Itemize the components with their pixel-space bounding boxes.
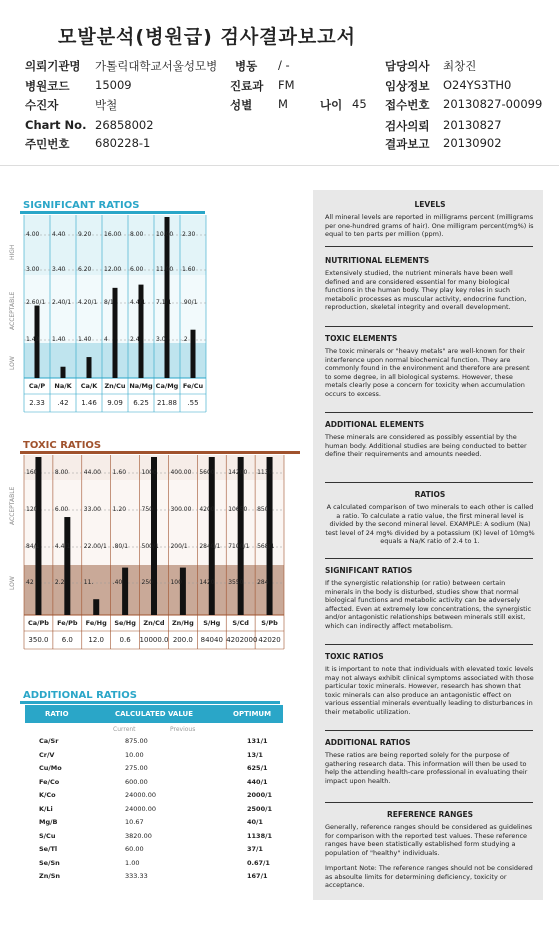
- table-row: [25, 764, 283, 777]
- axis-tick-label: 2.4: [130, 336, 140, 343]
- high-band-label: HIGH: [9, 244, 16, 260]
- axis-tick-label: 33.00: [83, 506, 101, 513]
- category-label: Fe/Pb: [57, 619, 78, 627]
- bar-ca-mg: [165, 217, 170, 378]
- hospital-code-value: 15009: [95, 78, 132, 92]
- ratio-name: K/Co: [39, 791, 56, 799]
- reference-heading: REFERENCE RANGES: [386, 810, 474, 819]
- divider: [325, 730, 533, 731]
- ratios-text: A calculated comparison of two minerals to each other is called a ratio. To calculate a ratio value, the first mineral level is divided by the second mineral level. EXAMPLE: A sodium (Na) test level of 24 mg% divided by a potassium (K) level of 10mg% equals a Na/K ratio of 2.4 to 1.: [325, 503, 535, 545]
- optimum-value: 2000/1: [247, 791, 272, 799]
- table-row: [25, 845, 283, 858]
- report-title: 모발분석(병원급) 검사결과보고서: [58, 26, 356, 48]
- additional-heading: ADDITIONAL ELEMENTS: [325, 420, 425, 429]
- bar-se-hg: [122, 568, 128, 615]
- value-label: 10000.0: [139, 636, 169, 644]
- reference-note: Important Note: The reference ranges should not be considered as absoulte limits for determining deficiency, toxicity or acceptance.: [325, 864, 533, 889]
- current-value: 1.00: [125, 858, 140, 867]
- optimum-value: 13/1: [247, 750, 263, 759]
- report-header: [0, 0, 559, 160]
- category-label: Zn/Cu: [104, 382, 126, 390]
- hospital-code-label: 병원코드: [25, 79, 70, 93]
- axis-tick-label: 8.00: [130, 231, 144, 238]
- axis-tick-label: 8.00: [54, 469, 69, 476]
- axis-tick-label: 850: [257, 506, 269, 513]
- table-row: [25, 751, 283, 764]
- axis-tick-label: 12.00: [104, 266, 122, 273]
- value-label: 2.33: [29, 399, 45, 407]
- report-date-label: 결과보고: [385, 137, 430, 151]
- optimum-value: 0.67/1: [247, 858, 270, 867]
- category-label: S/Cd: [232, 619, 249, 627]
- bar-s-cd: [238, 457, 244, 615]
- current-value: 600.00: [125, 777, 148, 786]
- axis-tick-label: 84/1: [26, 543, 40, 550]
- axis-tick-label: 6.20: [78, 266, 92, 273]
- value-label: 6.25: [133, 399, 149, 407]
- acceptable-band-label: ACCEPTABLE: [9, 291, 16, 330]
- low-band-label: LOW: [9, 356, 16, 370]
- axis-tick-label: 3.40: [52, 266, 66, 273]
- ratio-charts: [0, 175, 310, 685]
- ratio-name: Mg/B: [39, 818, 58, 826]
- chart-no-label: Chart No.: [25, 118, 87, 132]
- axis-tick-label: 3.00: [26, 266, 40, 273]
- divider: [325, 558, 533, 559]
- table-row: [25, 791, 283, 804]
- axis-tick-label: 2.30: [182, 231, 196, 238]
- axis-tick-label: 100: [170, 579, 182, 586]
- axis-tick-label: 11.: [83, 579, 94, 586]
- axis-tick-label: 14200: [228, 469, 248, 476]
- current-value: 24000.00: [125, 791, 157, 799]
- ratio-name: Se/Sn: [39, 858, 60, 867]
- axis-tick-label: .80/1: [112, 543, 129, 550]
- bar-ca-k: [87, 357, 92, 378]
- axis-tick-label: 1.20: [112, 506, 127, 513]
- current-value: 24000.00: [125, 804, 157, 813]
- axis-tick-label: 1.40: [52, 336, 66, 343]
- optimum-value: 167/1: [247, 872, 268, 880]
- nutritional-text: Extensively studied, the nutrient minerals have been well defined and are considered essential for many biological functions in the human body. They play key roles in such metabolic processes as muscular activity, endocrine function, reproduction, skeletal integrity and overall development.: [325, 269, 527, 311]
- value-label: 1.46: [81, 399, 97, 407]
- axis-tick-label: 22.00/1: [83, 543, 107, 550]
- value-label: .55: [187, 399, 199, 407]
- patient-value: 박철: [95, 98, 118, 112]
- bar-zn-cd: [151, 457, 157, 615]
- divider: [325, 802, 533, 803]
- ratio-name: Fe/Co: [39, 777, 60, 786]
- axis-tick-label: 16.00: [104, 231, 122, 238]
- id-no-value: 680228-1: [95, 136, 151, 150]
- axis-tick-label: 4.20/1: [78, 299, 98, 306]
- optimum-value: 131/1: [247, 737, 268, 745]
- axis-tick-label: 42: [26, 579, 34, 586]
- client-label: 의뢰기관명: [25, 59, 81, 73]
- axis-tick-label: 2.40/1: [52, 299, 72, 306]
- axis-tick-label: 160: [26, 469, 38, 476]
- category-label: Ca/Mg: [155, 382, 179, 390]
- axis-tick-label: 3.0: [156, 336, 166, 343]
- category-label: Na/Mg: [129, 382, 153, 390]
- axis-tick-label: 1000: [141, 469, 157, 476]
- axis-tick-label: 250: [141, 579, 153, 586]
- ratios-heading: RATIOS: [414, 490, 446, 499]
- axis-tick-label: 1.60: [182, 266, 196, 273]
- axis-tick-label: 3550: [228, 579, 244, 586]
- ward-label: 병동: [235, 59, 258, 73]
- optimum-value: 2500/1: [247, 804, 272, 813]
- axis-tick-label: 1.60: [112, 469, 127, 476]
- value-label: 9.09: [107, 399, 123, 407]
- axis-tick-label: 2.2: [54, 579, 65, 586]
- age-value: 45: [352, 97, 367, 111]
- optimum-value: 1138/1: [247, 831, 272, 840]
- value-label: 84040: [200, 636, 223, 644]
- ratio-name: Cu/Mo: [39, 764, 62, 772]
- divider: [325, 644, 533, 645]
- current-value: 333.33: [125, 872, 148, 880]
- toxic-ratios-text: It is important to note that individuals with elevated toxic levels may not always exhibit clinical symptoms associated with those particular toxic minerals. However, research has shown that toxic minerals can also produce an antagonistic effect on various essential minerals eventually leading to disturbances in their metabolic utilization.: [325, 665, 534, 716]
- axis-tick-label: 300.00: [170, 506, 192, 513]
- nutritional-heading: NUTRITIONAL ELEMENTS: [325, 256, 430, 265]
- request-date-value: 20130827: [443, 118, 502, 132]
- table-row: [25, 832, 283, 845]
- ratio-name: Se/Tl: [39, 845, 58, 853]
- sex-value: M: [278, 97, 288, 111]
- optimum-value: 37/1: [247, 845, 263, 853]
- category-label: Na/K: [54, 382, 72, 390]
- current-subheader: Current: [113, 726, 136, 733]
- ratios-panel: [0, 175, 310, 915]
- value-label: 42020: [258, 636, 281, 644]
- axis-tick-label: 4200: [199, 506, 215, 513]
- bar-ca-pb: [35, 457, 41, 615]
- axis-tick-label: 750: [141, 506, 153, 513]
- axis-tick-label: 4: [104, 336, 108, 343]
- report-date-value: 20130902: [443, 136, 502, 150]
- current-value: 875.00: [125, 737, 148, 745]
- ratio-col-header: RATIO: [45, 710, 69, 718]
- axis-tick-label: 4.40: [52, 231, 66, 238]
- axis-tick-label: 2840/1: [199, 543, 221, 550]
- acceptable-band-label: ACCEPTABLE: [9, 486, 16, 525]
- toxic-heading: TOXIC ELEMENTS: [325, 334, 398, 343]
- table-row: [25, 737, 283, 750]
- toxic-text: The toxic minerals or "heavy metals" are well-known for their interference upon normal biochemical function. They are commonly found in the environment and therefore are present to some degree, in all biological systems. However, these metals clearly pose a concern for toxicity when accumulation occurs to excess.: [325, 347, 530, 398]
- levels-heading: LEVELS: [414, 200, 446, 209]
- axis-tick-label: 120: [26, 506, 38, 513]
- axis-tick-label: 1130: [257, 469, 273, 476]
- additional-ratios-title: ADDITIONAL RATIOS: [20, 690, 280, 704]
- category-label: Zn/Cd: [143, 619, 165, 627]
- value-label: .42: [57, 399, 69, 407]
- reference-text: Generally, reference ranges should be considered as guidelines for comparison with the reported test values. These reference ranges have been statistically established form studying a population of "healthy" individuals.: [325, 823, 533, 857]
- divider: [325, 246, 533, 247]
- value-label: 200.0: [172, 636, 193, 644]
- optimum-col-header: OPTIMUM: [233, 710, 272, 718]
- axis-tick-label: 4.4/1: [54, 543, 71, 550]
- divider: [325, 412, 533, 413]
- axis-tick-label: 400.00: [170, 469, 192, 476]
- toxic-ratios-heading: TOXIC RATIOS: [325, 652, 384, 661]
- value-label: 0.6: [119, 636, 131, 644]
- category-label: Fe/Cu: [182, 382, 204, 390]
- current-value: 3820.00: [125, 831, 152, 840]
- axis-tick-label: 4.00: [26, 231, 40, 238]
- axis-tick-label: .2: [182, 336, 188, 343]
- clinical-info-value: O24YS3TH0: [443, 78, 512, 92]
- additional-ratios-heading: ADDITIONAL RATIOS: [325, 738, 411, 747]
- axis-tick-label: 11.00: [156, 266, 174, 273]
- patient-label: 수진자: [25, 98, 59, 112]
- optimum-value: 40/1: [247, 818, 263, 826]
- significant-ratios-title: SIGNIFICANT RATIOS: [20, 200, 205, 214]
- dept-value: FM: [278, 78, 295, 92]
- axis-tick-label: 44.00: [83, 469, 101, 476]
- category-label: Ca/P: [28, 382, 46, 390]
- significant-heading: SIGNIFICANT RATIOS: [325, 566, 413, 575]
- ratio-name: K/Li: [39, 804, 53, 813]
- divider: [325, 482, 533, 483]
- axis-tick-label: .40: [112, 579, 123, 586]
- previous-subheader: Previous: [170, 726, 196, 733]
- client-value: 가톨릭대학교서울성모병: [95, 59, 218, 73]
- value-label: 4202000: [226, 636, 258, 644]
- low-band-label: LOW: [9, 576, 16, 590]
- axis-tick-label: 1420: [199, 579, 215, 586]
- table-row: [25, 818, 283, 831]
- table-row: [25, 805, 283, 818]
- axis-tick-label: 4.4/1: [130, 299, 146, 306]
- ratio-name: Ca/Sr: [39, 737, 59, 745]
- table-row: [25, 778, 283, 791]
- category-label: S/Hg: [203, 619, 221, 627]
- axis-tick-label: 6.00: [54, 506, 69, 513]
- axis-tick-label: 2.60/1: [26, 299, 46, 306]
- value-label: 350.0: [28, 636, 49, 644]
- axis-tick-label: 1.40: [78, 336, 92, 343]
- axis-tick-label: 6.00: [130, 266, 144, 273]
- table-row: [25, 859, 283, 872]
- axis-tick-label: 8/1: [104, 299, 114, 306]
- category-label: Zn/Hg: [171, 619, 194, 627]
- bar-s-hg: [209, 457, 215, 615]
- doctor-label: 담당의사: [385, 59, 430, 73]
- value-label: 12.0: [88, 636, 104, 644]
- bar-s-pb: [267, 457, 273, 615]
- receipt-label: 접수번호: [385, 98, 430, 112]
- ratio-name: Zn/Sn: [39, 872, 61, 880]
- clinical-info-label: 임상정보: [385, 79, 430, 93]
- levels-text: All mineral levels are reported in milligrams percent (milligrams per one-hundred grams of hair). One milligram percent(mg%) is equal to ten parts per million (ppm).: [325, 213, 534, 238]
- category-label: Se/Hg: [114, 619, 136, 627]
- current-value: 10.00: [125, 750, 144, 759]
- axis-tick-label: 568/1: [257, 543, 275, 550]
- additional-text: These minerals are considered as possibly essential by the human body. Additional studies are being conducted to better define their requirements and amounts needed.: [325, 433, 527, 458]
- category-label: Fe/Hg: [85, 619, 107, 627]
- bar-fe-pb: [64, 517, 70, 615]
- divider: [325, 326, 533, 327]
- dept-label: 진료과: [230, 79, 264, 93]
- axis-tick-label: 7.1/1: [156, 299, 172, 306]
- receipt-value: 20130827-00099: [443, 97, 543, 111]
- header-divider: [0, 165, 559, 166]
- table-row: [25, 872, 283, 885]
- current-value: 275.00: [125, 764, 148, 772]
- value-label: 6.0: [61, 636, 73, 644]
- optimum-value: 440/1: [247, 777, 268, 786]
- axis-tick-label: 200/1: [170, 543, 188, 550]
- axis-tick-label: 500/1: [141, 543, 159, 550]
- category-label: S/Pb: [261, 619, 278, 627]
- category-label: Ca/K: [80, 382, 98, 390]
- axis-tick-label: 284: [257, 579, 269, 586]
- value-label: 21.88: [156, 399, 178, 407]
- chart-no-value: 26858002: [95, 118, 154, 132]
- bar-fe-hg: [93, 599, 99, 615]
- axis-tick-label: 7100/1: [228, 543, 250, 550]
- current-value: 60.00: [125, 845, 144, 853]
- calc-col-header: CALCULATED VALUE: [115, 710, 194, 718]
- axis-tick-label: 10.00: [156, 231, 174, 238]
- ward-value: / -: [278, 58, 290, 72]
- bar-na-k: [61, 367, 66, 378]
- axis-tick-label: 1.40: [26, 336, 40, 343]
- significant-text: If the synergistic relationship (or ratio) between certain minerals in the body is disturbed, studies show that normal biological functions and metabolic activity can be adversely affected. Even at extremely low concentrations, the synergistic and/or antagonistic relationships between minerals still exist, which can indirectly affect metabolism.: [325, 579, 532, 630]
- current-value: 10.67: [125, 818, 144, 826]
- additional-table-header: [25, 705, 283, 723]
- axis-tick-label: .90/1: [182, 299, 198, 306]
- axis-tick-label: 10650: [228, 506, 248, 513]
- age-label: 나이: [320, 98, 343, 112]
- additional-ratios-text: These ratios are being reported solely for the purpose of gathering research data. This information will then be used to help the attending health-care professional in evaluating their impact upon health.: [325, 751, 528, 785]
- bar-zn-hg: [180, 568, 186, 615]
- sex-label: 성별: [230, 98, 253, 112]
- request-date-label: 검사의뢰: [385, 119, 430, 133]
- ratio-name: S/Cu: [39, 831, 56, 840]
- axis-tick-label: 5600: [199, 469, 215, 476]
- optimum-value: 625/1: [247, 764, 268, 772]
- additional-ratios-table: [25, 705, 283, 895]
- ratio-name: Cr/V: [39, 750, 55, 759]
- legend-panel: [313, 190, 543, 900]
- id-no-label: 주민번호: [25, 137, 70, 151]
- axis-tick-label: 9.20: [78, 231, 92, 238]
- category-label: Ca/Pb: [27, 619, 49, 627]
- toxic-ratios-title: TOXIC RATIOS: [20, 440, 300, 454]
- doctor-value: 최창진: [443, 59, 477, 73]
